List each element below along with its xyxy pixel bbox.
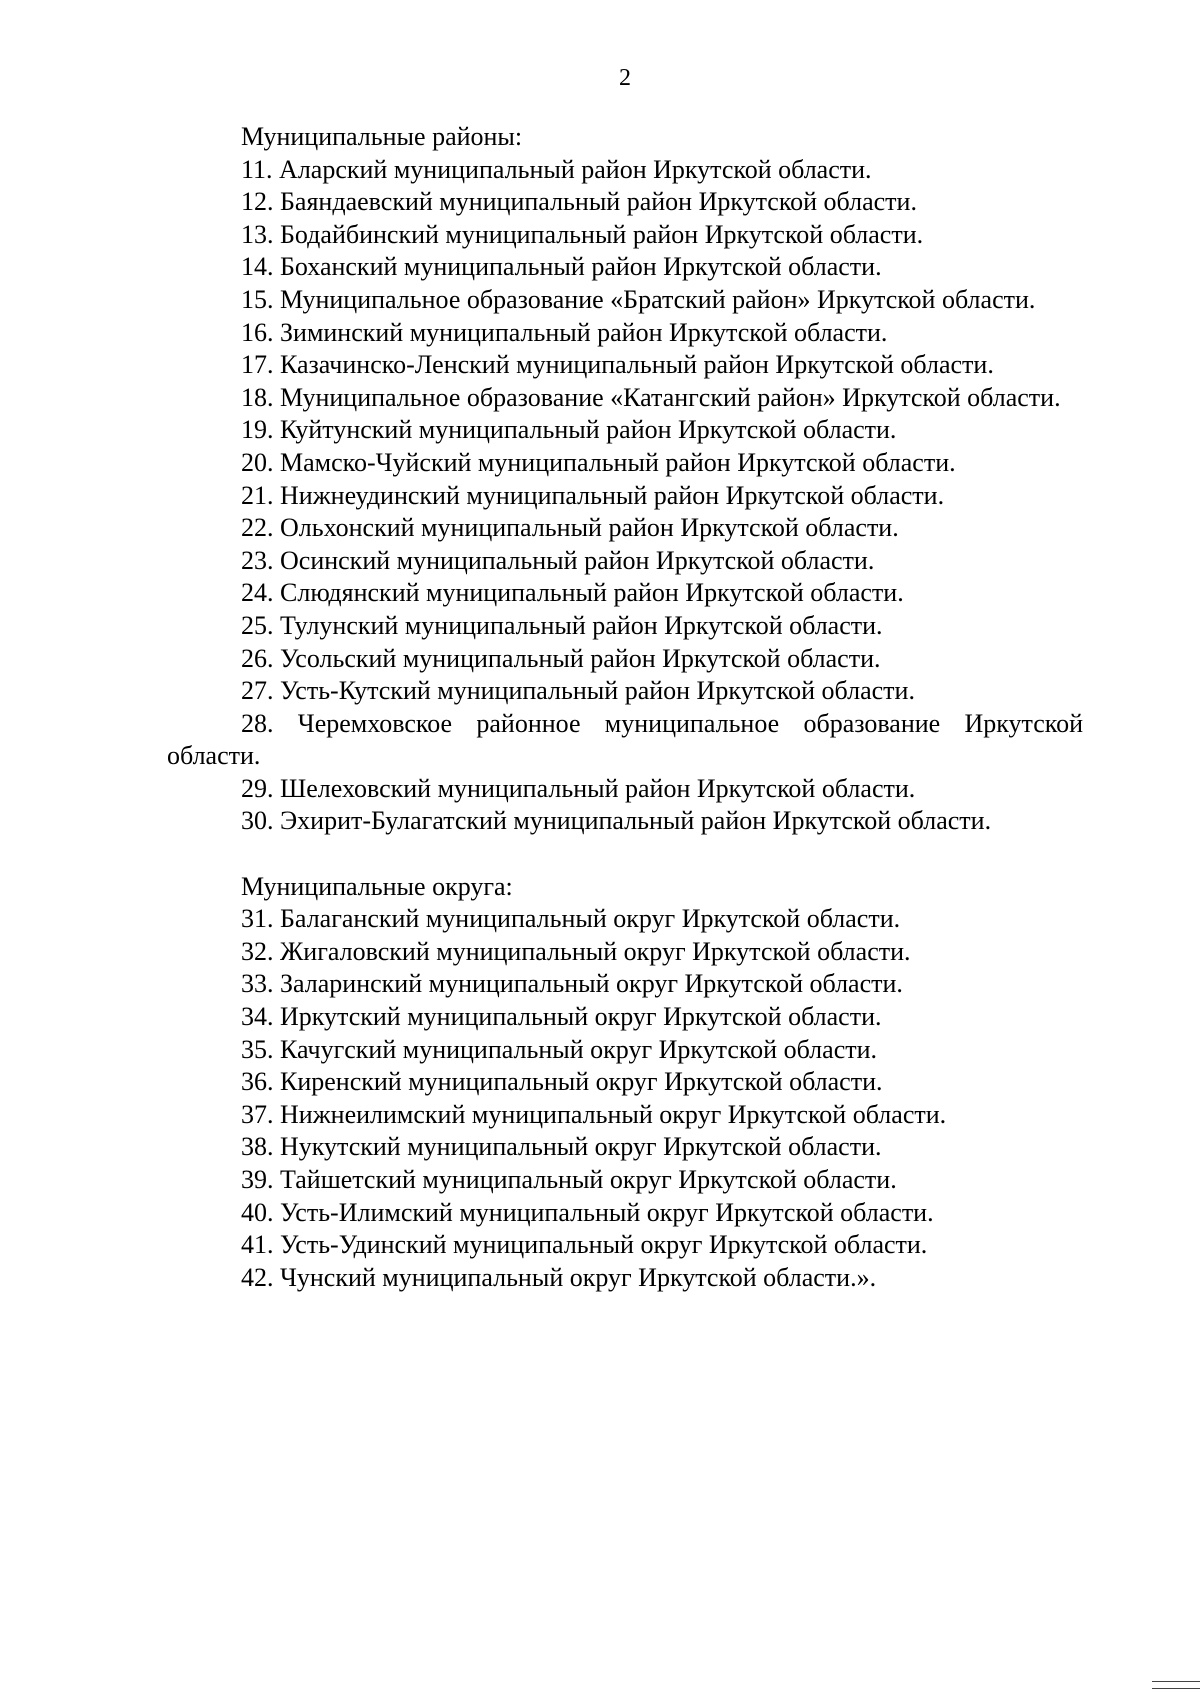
item-text: Усольский муниципальный район Иркутской области. (280, 643, 881, 673)
item-number: 42. (241, 1262, 274, 1292)
list-item (167, 936, 1083, 969)
item-text: Боханский муниципальный район Иркутской области. (280, 252, 882, 282)
districts-list (167, 154, 1083, 838)
list-item (167, 317, 1083, 350)
item-number: 17. (241, 350, 274, 380)
item-text: Мамско-Чуйский муниципальный район Иркутской области. (280, 447, 956, 477)
item-text: Осинский муниципальный район Иркутской области. (280, 545, 875, 575)
list-item (167, 414, 1083, 447)
item-text: Баяндаевский муниципальный район Иркутской области. (280, 187, 917, 217)
okrugs-list (167, 903, 1083, 1294)
item-text: Тайшетский муниципальный округ Иркутской области. (280, 1165, 897, 1194)
item-number: 14. (241, 252, 274, 282)
list-item (167, 382, 1083, 415)
item-number: 34. (241, 1002, 274, 1032)
item-number: 22. (241, 513, 274, 543)
item-number: 32. (241, 936, 274, 966)
list-item (167, 219, 1083, 252)
item-text: Аларский муниципальный район Иркутской области. (279, 154, 872, 184)
item-text: Нукутский муниципальный округ Иркутской области. (280, 1132, 882, 1162)
list-item (167, 1034, 1083, 1067)
list-item (167, 1229, 1083, 1262)
list-item (167, 1099, 1083, 1132)
item-number: 19. (241, 415, 274, 445)
item-number: 13. (241, 219, 274, 249)
item-number: 11. (241, 154, 273, 184)
list-item (167, 1262, 1083, 1295)
item-number: 16. (241, 317, 274, 347)
item-number: 29. (241, 773, 274, 803)
item-text: Зиминский муниципальный район Иркутской области. (280, 317, 888, 347)
item-text: Бодайбинский муниципальный район Иркутской области. (280, 219, 924, 249)
item-number: 25. (241, 610, 274, 640)
list-item (167, 773, 1083, 806)
item-text: Куйтунский муниципальный район Иркутской области. (280, 415, 897, 445)
section-gap (167, 838, 1083, 871)
section-heading-okrugs: Муниципальные округа: (241, 871, 513, 901)
item-text: Нижнеилимский муниципальный округ Иркутской области. (280, 1099, 947, 1129)
item-text: Шелеховский муниципальный район Иркутской области. (280, 773, 916, 803)
list-item (167, 1131, 1083, 1164)
item-number: 38. (241, 1132, 274, 1162)
item-text: Муниципальное образование «Братский район» Иркутской области. (280, 284, 1036, 314)
item-number: 24. (241, 578, 274, 608)
list-item (167, 1164, 1083, 1197)
item-number: 31. (241, 904, 274, 934)
item-number: 39. (241, 1165, 274, 1194)
item-number: 26. (241, 643, 274, 673)
list-item (167, 1066, 1083, 1099)
list-item (167, 545, 1083, 578)
item-number: 28. (241, 708, 274, 738)
list-item (167, 512, 1083, 545)
item-number: 35. (241, 1034, 274, 1064)
list-item (167, 675, 1083, 708)
list-item (167, 284, 1083, 317)
item-text: Эхирит-Булагатский муниципальный район Иркутской области. (280, 806, 992, 836)
item-number: 33. (241, 969, 274, 999)
item-number: 41. (241, 1230, 274, 1260)
item-number: 20. (241, 447, 274, 477)
item-text: Усть-Кутский муниципальный район Иркутской области. (280, 676, 915, 706)
item-number: 37. (241, 1099, 274, 1129)
list-item (167, 480, 1083, 513)
item-number: 30. (241, 806, 274, 836)
item-number: 12. (241, 187, 274, 217)
item-number: 21. (241, 480, 274, 510)
list-item (167, 968, 1083, 1001)
item-number: 15. (241, 284, 274, 314)
item-text: Нижнеудинский муниципальный район Иркутской области. (280, 480, 945, 510)
item-text: Киренский муниципальный округ Иркутской области. (280, 1067, 883, 1097)
scan-edge-mark (1152, 1681, 1200, 1689)
list-item (167, 805, 1083, 838)
item-number: 36. (241, 1067, 274, 1097)
item-text: Тулунский муниципальный район Иркутской области. (280, 610, 883, 640)
list-item (167, 447, 1083, 480)
item-number: 23. (241, 545, 274, 575)
item-text: Казачинско-Ленский муниципальный район Иркутской области. (280, 350, 994, 380)
item-text: Усть-Удинский муниципальный округ Иркутской области. (280, 1230, 928, 1260)
list-item (167, 251, 1083, 284)
item-text: Слюдянский муниципальный район Иркутской области. (280, 578, 904, 608)
item-text: Качугский муниципальный округ Иркутской области. (280, 1034, 878, 1064)
page-number: 2 (619, 65, 631, 91)
item-number: 18. (241, 382, 274, 412)
list-item (167, 643, 1083, 676)
list-item (167, 610, 1083, 643)
list-item (167, 1197, 1083, 1230)
list-item (167, 708, 1083, 773)
item-text: Жигаловский муниципальный округ Иркутской области. (280, 936, 911, 966)
item-text: Балаганский муниципальный округ Иркутской области. (280, 904, 901, 934)
list-item (167, 577, 1083, 610)
item-number: 40. (241, 1197, 274, 1227)
item-text: Иркутский муниципальный округ Иркутской области. (280, 1002, 882, 1032)
item-text: Заларинский муниципальный округ Иркутской области. (280, 969, 903, 999)
section-heading-districts: Муниципальные районы: (241, 122, 523, 151)
list-item (167, 186, 1083, 219)
item-text: Усть-Илимский муниципальный округ Иркутской области. (280, 1197, 934, 1227)
list-item (167, 349, 1083, 382)
item-text: Чунский муниципальный округ Иркутской области.». (280, 1262, 877, 1292)
list-item (167, 903, 1083, 936)
item-text: Ольхонский муниципальный район Иркутской области. (280, 513, 899, 543)
item-text: Черемховское районное муниципальное образование Иркутской области. (167, 708, 1083, 771)
list-item (167, 1001, 1083, 1034)
document-body (167, 121, 1083, 1294)
list-item (167, 154, 1083, 187)
item-text: Муниципальное образование «Катангский район» Иркутской области. (280, 382, 1061, 412)
item-number: 27. (241, 676, 274, 706)
